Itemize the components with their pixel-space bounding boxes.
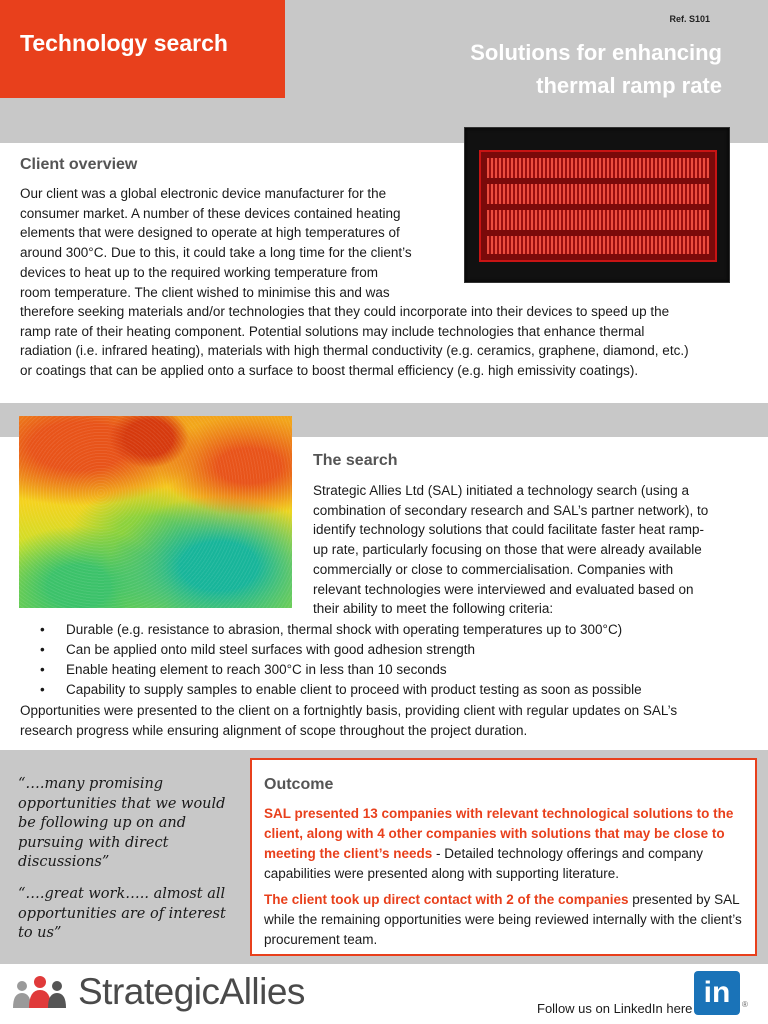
thermal-map-image <box>19 416 292 608</box>
text-line: combination of secondary research and SAL’s partner network), to <box>313 502 709 518</box>
follow-linkedin-text: Follow us on LinkedIn here <box>537 1001 693 1016</box>
tag-box <box>0 0 285 98</box>
outcome-paragraph-2 <box>264 890 749 950</box>
text-line: elements that were designed to operate at high temperatures of <box>20 225 400 241</box>
text-line: Opportunities were presented to the client on a fortnightly basis, providing client with regular updates on SAL’s <box>20 703 678 718</box>
text-line: commercially or close to commercialisation. Companies with <box>313 561 674 577</box>
list-item: • Enable heating element to reach 300°C in less than 10 seconds <box>40 660 740 680</box>
page-headline <box>402 36 722 102</box>
criteria-list <box>40 620 740 700</box>
text-line: radiation (i.e. infrared heating), materials with high thermal conductivity (e.g. ceramics, graphene, diamond, etc.) <box>20 343 689 359</box>
search-closing-text <box>20 701 760 740</box>
text-line: consumer market. A number of these devices contained heating <box>20 205 401 221</box>
text-line: ramp rate of their heating component. Potential solutions may include technologies that enhance thermal <box>20 323 645 339</box>
reference-number: Ref. S101 <box>669 14 710 24</box>
text-line: identify technology solutions that could facilitate faster heat ramp- <box>313 522 704 538</box>
text-line: research progress while ensuring alignment of scope throughout the project duration. <box>20 722 528 738</box>
client-quote-1: “….many promising opportunities that we would be following up on and pursuing with direct discussions” <box>18 776 226 870</box>
search-title: The search <box>313 452 398 469</box>
list-item: • Durable (e.g. resistance to abrasion, thermal shock with operating temperatures up to 300°C) <box>40 620 740 640</box>
outcome-box <box>250 758 757 956</box>
outcome-detail-1: - Detailed technology offerings and company capabilities were presented along with supporting literature. <box>264 846 703 881</box>
text-line: therefore seeking materials and/or technologies that they could incorporate into their devices to speed up the <box>20 304 670 319</box>
heating-element-image <box>464 127 730 283</box>
list-item: • Can be applied onto mild steel surfaces with good adhesion strength <box>40 640 740 660</box>
linkedin-icon[interactable]: in <box>694 971 740 1015</box>
list-item: • Capability to supply samples to enable client to proceed with product testing as soon as possible <box>40 680 740 700</box>
text-line: room temperature. The client wished to minimise this and was <box>20 284 390 300</box>
search-text <box>313 481 753 619</box>
text-line: or coatings that can be applied onto a surface to boost thermal efficiency (e.g. high emissivity coatings). <box>20 363 639 379</box>
client-overview-text-wide <box>20 302 760 381</box>
strategic-allies-logo-icon <box>10 974 70 1012</box>
outcome-detail-2: presented by SAL while the remaining opportunities were being reviewed internally with the client’s procurement team. <box>264 892 742 947</box>
text-line: their ability to meet the following criteria: <box>313 601 554 617</box>
tag-label: Technology search <box>20 30 228 56</box>
headline-line-2: thermal ramp rate <box>536 73 722 98</box>
outcome-highlight-1: SAL presented 13 companies with relevant technological solutions to the client, along with 4 other companies with solutions that may be close to meeting the client’s needs <box>264 806 734 861</box>
outcome-title: Outcome <box>264 776 334 793</box>
company-logo-text: StrategicAllies <box>78 971 305 1012</box>
client-overview-text-narrow <box>20 184 460 302</box>
client-overview-title: Client overview <box>20 156 138 173</box>
text-line: Our client was a global electronic device manufacturer for the <box>20 186 387 201</box>
text-line: around 300°C. Due to this, it could take a long time for the client’s <box>20 245 412 261</box>
text-line: up rate, particularly focusing on those that were already available <box>313 542 702 558</box>
text-line: Strategic Allies Ltd (SAL) initiated a technology search (using a <box>313 483 689 498</box>
outcome-paragraph-1 <box>264 804 749 884</box>
client-quote-2: “….great work….. almost all opportunities are of interest to us” <box>18 886 226 941</box>
registered-mark: ® <box>742 1000 748 1009</box>
text-line: devices to heat up to the required working temperature from <box>20 264 378 280</box>
headline-line-1: Solutions for enhancing <box>470 40 722 65</box>
outcome-highlight-2: The client took up direct contact with 2 of the companies <box>264 892 629 907</box>
text-line: relevant technologies were interviewed and evaluated based on <box>313 581 694 597</box>
